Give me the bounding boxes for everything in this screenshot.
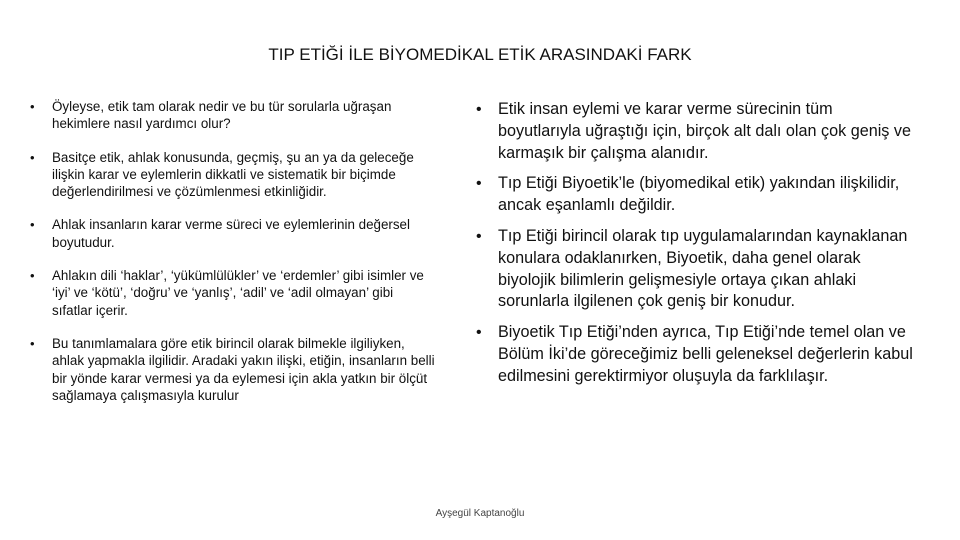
list-item — [30, 216, 435, 251]
list-item — [30, 335, 435, 404]
list-item-text: Öyleyse, etik tam olarak nedir ve bu tür sorularla uğraşan hekimlere nasıl yardımcı olur? — [52, 99, 392, 132]
bullet-icon: • — [30, 217, 35, 233]
list-item-text: Basitçe etik, ahlak konusunda, geçmiş, şu an ya da geleceğe ilişkin karar ve eylemlerin dikkatli ve sistematik bir biçimde değerlendirilmesi ve çözümlenmesi etkinliğidir. — [52, 149, 414, 200]
bullet-icon: • — [476, 175, 482, 193]
slide-title: TIP ETİĞİ İLE BİYOMEDİKAL ETİK ARASINDAKİ FARK — [268, 45, 692, 64]
bullet-icon: • — [30, 268, 35, 284]
bullet-icon: • — [476, 101, 482, 118]
footer-author: Ayşegül Kaptanoğlu — [435, 508, 525, 519]
list-item-text: Tıp Etiği birincil olarak tıp uygulamalarından kaynaklanan konulara odaklanırken, Biyoetik, daha genel olarak biyolojik bilimlerin gelişmesiyle ortaya çıkan ahlaki sorunlarla ilgilenen çok geniş bir konudur. — [498, 226, 908, 311]
right-column — [476, 99, 916, 397]
left-column — [30, 98, 435, 420]
left-bullet-list — [30, 98, 435, 404]
bullet-icon: • — [30, 335, 35, 351]
list-item — [476, 322, 916, 387]
list-item — [476, 226, 916, 313]
list-item-text: Ahlak insanların karar verme süreci ve eylemlerinin değersel boyutudur. — [52, 217, 410, 250]
right-bullet-list — [476, 99, 916, 388]
bullet-icon: • — [30, 149, 35, 165]
list-item-text: Bu tanımlamalara göre etik birincil olarak bilmekle ilgiliyken, ahlak yapmakla ilgilidir. Aradaki yakın ilişki, etiğin, insanların belli bir yönde karar vermesi ya da eylemesi için akla yatkın bir ölçüt sağlamaya çalışmasıyla kurulur — [52, 335, 435, 403]
list-item-text: Biyoetik Tıp Etiği’nden ayrıca, Tıp Etiği’nde temel olan ve Bölüm İki’de göreceğimiz belli geleneksel değerlerin kabul edilmesini gerektirmiyor oluşuyla da farklılaşır. — [498, 323, 913, 385]
bullet-icon: • — [30, 99, 35, 114]
list-item — [30, 98, 435, 133]
list-item-text: Tıp Etiği Biyoetik’le (biyomedikal etik) yakından ilişkilidir, ancak eşanlamlı değildir. — [498, 174, 900, 215]
list-item — [476, 173, 916, 217]
list-item-text: Etik insan eylemi ve karar verme sürecinin tüm boyutlarıyla uğraştığı için, birçok alt dalı olan çok geniş ve karmaşık bir çalışma alanıdır. — [498, 100, 911, 162]
list-item — [30, 149, 435, 201]
list-item — [476, 99, 916, 164]
list-item-text: Ahlakın dili ‘haklar’, ‘yükümlülükler’ ve ‘erdemler’ gibi isimler ve ‘iyi’ ve ‘kötü’, ‘doğru’ ve ‘yanlış’, ‘adil’ ve ‘adil olmayan’ gibi sıfatlar içerir. — [52, 268, 424, 318]
bullet-icon: • — [476, 324, 482, 342]
list-item — [30, 267, 435, 319]
bullet-icon: • — [476, 227, 482, 245]
